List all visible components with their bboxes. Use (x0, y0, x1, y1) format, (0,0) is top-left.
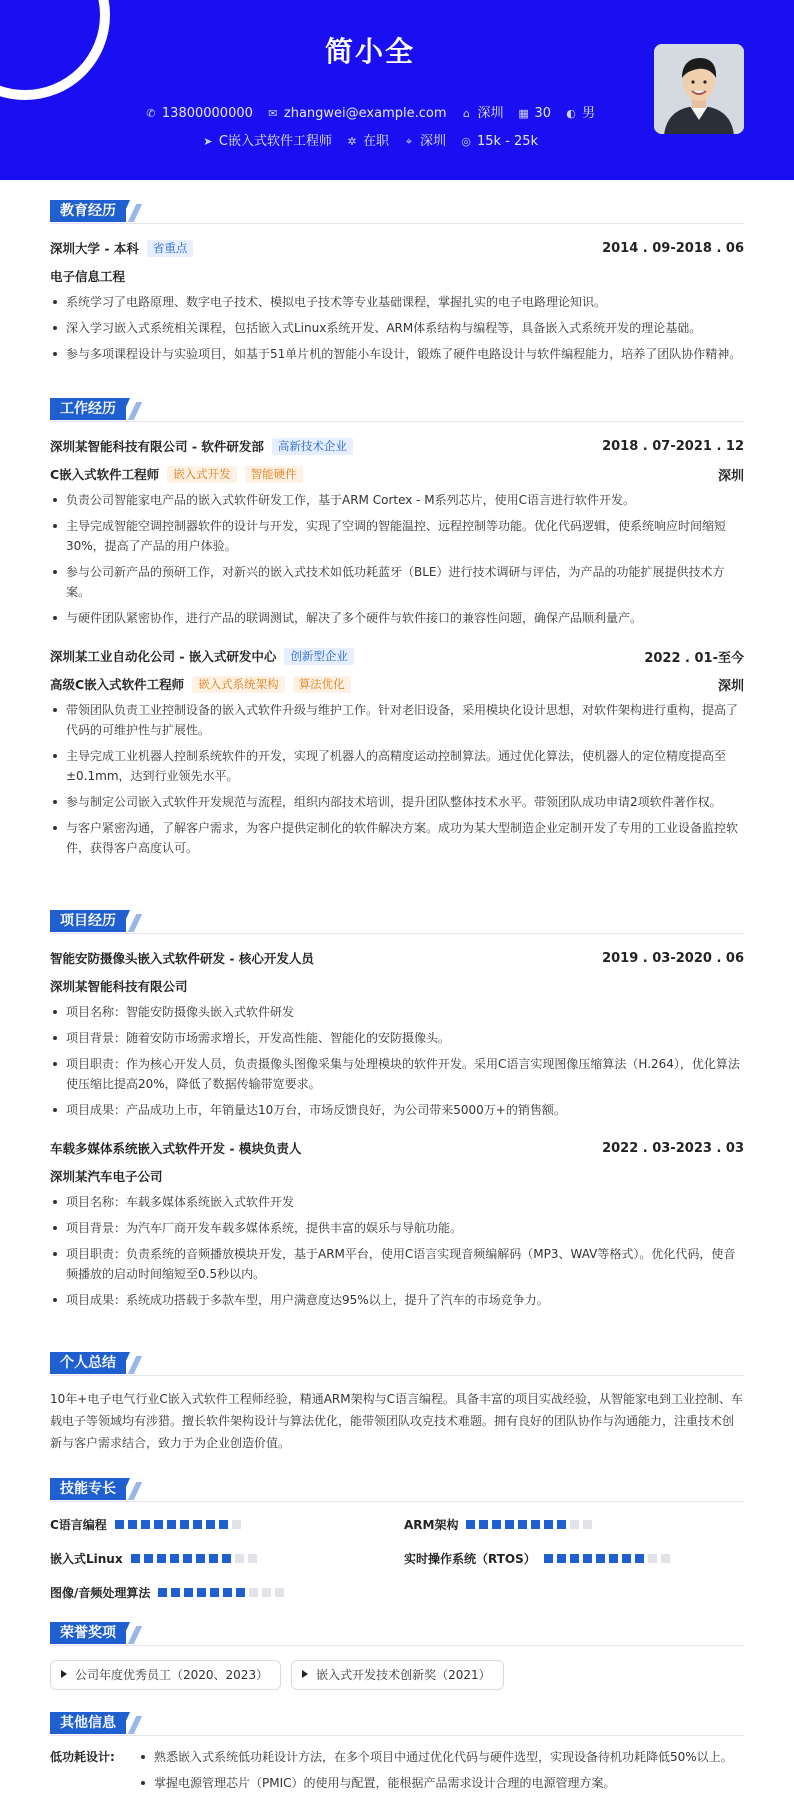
job-bullets (50, 700, 744, 858)
bullet-item: 负责公司智能家电产品的嵌入式软件研发工作，基于ARM Cortex - M系列芯片，使用C语言进行软件开发。 (50, 490, 744, 510)
info-text: 13800000000 (161, 106, 253, 121)
info-item (403, 130, 446, 149)
play-triangle-icon (302, 1670, 308, 1678)
skill-level-block (158, 1588, 167, 1597)
bullet-item: 参与公司新产品的预研工作，对新兴的嵌入式技术如低功耗蓝牙（BLE）进行技术调研与评估，为产品的功能扩展提供技术方案。 (50, 562, 744, 602)
info-item (461, 102, 504, 121)
school-name: 深圳大学 - 本科 (50, 241, 139, 256)
project-bullets (50, 1002, 744, 1120)
company-name: 深圳某工业自动化公司 - 嵌入式研发中心 (50, 649, 277, 664)
skill-level-block (167, 1520, 176, 1529)
education-entry (50, 238, 744, 364)
bullet-item: 项目职责：负责系统的音频播放模块开发，基于ARM平台，使用C语言实现音频编解码（MP3、WAV等格式）。优化代码，使音频播放的启动时间缩短至0.5秒以内。 (50, 1244, 744, 1284)
skill-name: C语言编程 (50, 1517, 107, 1532)
skill-level-block (219, 1520, 228, 1529)
skill-name: 实时操作系统（RTOS） (404, 1551, 536, 1566)
skill-level-block (544, 1554, 553, 1563)
skill-level-block (570, 1520, 579, 1529)
skill-level-block (583, 1554, 592, 1563)
skill-level-meter (158, 1588, 288, 1597)
section-title: 荣誉奖项 (50, 1622, 126, 1644)
contact-row (0, 102, 740, 121)
project-company: 深圳某汽车电子公司 (50, 1169, 163, 1184)
info-text: 30 (534, 106, 552, 121)
skill-level-block (183, 1554, 192, 1563)
education-bullets (50, 292, 744, 364)
section-title: 个人总结 (50, 1352, 126, 1374)
skill-name: 嵌入式Linux (50, 1551, 123, 1566)
section-header (50, 1712, 744, 1736)
work-section (50, 398, 744, 864)
gender-icon: ◐ (566, 107, 576, 120)
skill-item (50, 1548, 261, 1568)
job-entry (50, 436, 744, 628)
summary-section (50, 1352, 744, 1454)
salary-icon: ◎ (461, 135, 471, 148)
skill-level-block (206, 1520, 215, 1529)
role-tag: 智能硬件 (245, 466, 303, 483)
job-city: 深圳 (717, 468, 744, 484)
bullet-item: 项目职责：作为核心开发人员，负责摄像头图像采集与处理模块的软件开发。采用C语言实现图像压缩算法（H.264），优化算法使压缩比提高20%，降低了数据传输带宽要求。 (50, 1054, 744, 1094)
skill-level-block (518, 1520, 527, 1529)
project-name: 智能安防摄像头嵌入式软件研发 - 核心开发人员 (50, 951, 314, 966)
skill-level-block (222, 1554, 231, 1563)
skill-level-block (544, 1520, 553, 1529)
info-item (267, 106, 447, 121)
skill-item (50, 1514, 245, 1534)
bullet-item: 与客户紧密沟通，了解客户需求，为客户提供定制化的软件解决方案。成功为某大型制造企业定制开发了专用的工业设备监控软件，获得客户高度认可。 (50, 818, 744, 858)
skill-level-block (262, 1588, 271, 1597)
info-item (202, 130, 332, 149)
info-item (145, 106, 253, 121)
education-section (50, 200, 744, 370)
mail-icon: ✉ (268, 107, 278, 120)
bullet-item: 主导完成工业机器人控制系统软件的开发，实现了机器人的高精度运动控制算法。通过优化算法，使机器人的定位精度提高至±0.1mm，达到行业领先水平。 (50, 746, 744, 786)
education-date: 2014 . 09-2018 . 06 (602, 240, 744, 256)
section-title: 教育经历 (50, 200, 126, 222)
skills-grid (50, 1514, 744, 1624)
project-company: 深圳某智能科技有限公司 (50, 979, 188, 994)
avatar-portrait-icon (654, 44, 744, 134)
skill-level-block (131, 1554, 140, 1563)
project-date: 2022 . 03-2023 . 03 (602, 1140, 744, 1156)
skill-level-block (661, 1554, 670, 1563)
skill-level-block (154, 1520, 163, 1529)
projects-section (50, 910, 744, 1316)
skill-item (404, 1548, 674, 1568)
play-triangle-icon (61, 1670, 67, 1678)
skill-level-block (609, 1554, 618, 1563)
info-text: 15k - 25k (477, 134, 539, 149)
phone-icon: ✆ (146, 107, 156, 120)
school-tag: 省重点 (147, 240, 194, 257)
skill-level-block (236, 1588, 245, 1597)
bullet-item: 主导完成智能空调控制器软件的设计与开发，实现了空调的智能温控、远程控制等功能。优化代码逻辑，使系统响应时间缩短30%，提高了产品的用户体验。 (50, 516, 744, 556)
company-tag: 高新技术企业 (272, 438, 353, 455)
avatar (654, 44, 744, 134)
info-item (460, 134, 538, 149)
skill-level-block (128, 1520, 137, 1529)
awards-section (50, 1622, 744, 1690)
calendar-icon: ▦ (518, 107, 529, 120)
info-text: 男 (582, 106, 596, 121)
skill-item (50, 1582, 288, 1602)
skill-name: ARM架构 (404, 1517, 459, 1532)
bullet-item: 参与多项课程设计与实验项目，如基于51单片机的智能小车设计，锻炼了硬件电路设计与软件编程能力，培养了团队协作精神。 (50, 344, 744, 364)
info-text: C嵌入式软件工程师 (218, 134, 332, 149)
project-entry (50, 1138, 744, 1310)
job-date: 2018 . 07-2021 . 12 (602, 438, 744, 454)
major: 电子信息工程 (50, 269, 126, 284)
skill-level-block (570, 1554, 579, 1563)
skill-level-meter (544, 1554, 674, 1563)
skill-level-block (249, 1588, 258, 1597)
skill-level-block (248, 1554, 257, 1563)
summary-text: 10年+电子电气行业C嵌入式软件工程师经验，精通ARM架构与C语言编程。具备丰富的项目实战经验，从智能家电到工业控制、车载电子等领域均有涉猎。擅长软件架构设计与算法优化，能带领团队攻克技术难题。拥有良好的团队协作与沟通能力，注重技术创新与客户需求结合，致力于为企业创造价值。 (50, 1392, 743, 1450)
project-entry (50, 948, 744, 1120)
skill-level-block (635, 1554, 644, 1563)
role-tag: 嵌入式开发 (167, 466, 237, 483)
skill-level-block (531, 1520, 540, 1529)
skill-level-block (466, 1520, 475, 1529)
project-bullets (50, 1192, 744, 1310)
section-title: 项目经历 (50, 910, 126, 932)
skill-level-block (596, 1554, 605, 1563)
info-text: 深圳 (419, 134, 446, 149)
bullet-item: 项目背景：随着安防市场需求增长，开发高性能、智能化的安防摄像头。 (50, 1028, 744, 1048)
skill-level-block (193, 1520, 202, 1529)
info-item (518, 106, 552, 121)
skill-item (404, 1514, 596, 1534)
award-chip (50, 1660, 281, 1690)
section-header (50, 398, 744, 422)
skill-level-block (622, 1554, 631, 1563)
job-role: 高级C嵌入式软件工程师 (50, 677, 185, 692)
bullet-item: 项目背景：为汽车厂商开发车载多媒体系统，提供丰富的娱乐与导航功能。 (50, 1218, 744, 1238)
job-intent-row (0, 130, 740, 149)
skill-level-block (197, 1588, 206, 1597)
award-text: 公司年度优秀员工（2020、2023） (75, 1668, 269, 1682)
skill-level-block (144, 1554, 153, 1563)
awards-list (50, 1660, 744, 1690)
company-tag: 创新型企业 (284, 648, 354, 665)
status-icon: ✲ (347, 135, 357, 148)
bullet-item: 深入学习嵌入式系统相关课程，包括嵌入式Linux系统开发、ARM体系结构与编程等，具备嵌入式系统开发的理论基础。 (50, 318, 744, 338)
skill-level-block (557, 1520, 566, 1529)
project-name: 车载多媒体系统嵌入式软件开发 - 模块负责人 (50, 1141, 302, 1156)
skill-level-block (141, 1520, 150, 1529)
other-item: 熟悉嵌入式系统低功耗设计方法，在多个项目中通过优化代码与硬件选型，实现设备待机功耗降低50%以上。 (138, 1746, 744, 1768)
role-tag: 算法优化 (293, 676, 351, 693)
bullet-item: 参与制定公司嵌入式软件开发规范与流程，组织内部技术培训，提升团队整体技术水平。带领团队成功申请2项软件著作权。 (50, 792, 744, 812)
skill-level-block (157, 1554, 166, 1563)
skill-level-block (492, 1520, 501, 1529)
skill-level-block (196, 1554, 205, 1563)
skill-level-block (223, 1588, 232, 1597)
job-date: 2022 . 01-至今 (644, 650, 744, 666)
info-text: 深圳 (477, 106, 504, 121)
info-item (565, 102, 595, 121)
info-text: 在职 (362, 134, 389, 149)
section-header (50, 1352, 744, 1376)
bullet-item: 项目成果：产品成功上市，年销量达10万台，市场反馈良好，为公司带来5000万+的销售额。 (50, 1100, 744, 1120)
bullet-item: 系统学习了电路原理、数字电子技术、模拟电子技术等专业基础课程，掌握扎实的电子电路理论知识。 (50, 292, 744, 312)
bullet-item: 项目名称：车载多媒体系统嵌入式软件开发 (50, 1192, 744, 1212)
job-entry (50, 646, 744, 858)
skill-level-block (115, 1520, 124, 1529)
skill-level-block (557, 1554, 566, 1563)
section-header (50, 1478, 744, 1502)
award-chip (291, 1660, 504, 1690)
skill-level-block (648, 1554, 657, 1563)
section-header (50, 200, 744, 224)
company-name: 深圳某智能科技有限公司 - 软件研发部 (50, 439, 264, 454)
skill-level-block (184, 1588, 193, 1597)
section-title: 技能专长 (50, 1478, 126, 1500)
section-title: 其他信息 (50, 1712, 126, 1734)
skill-level-meter (466, 1520, 596, 1529)
skill-level-block (505, 1520, 514, 1529)
other-label: 低功耗设计: (50, 1750, 115, 1764)
other-section (50, 1712, 744, 1798)
job-city: 深圳 (717, 678, 744, 694)
skill-level-block (275, 1588, 284, 1597)
award-text: 嵌入式开发技术创新奖（2021） (316, 1668, 491, 1682)
info-item (346, 130, 389, 149)
skill-level-meter (115, 1520, 245, 1529)
bullet-item: 项目成果：系统成功搭载于多款车型，用户满意度达95%以上，提升了汽车的市场竞争力。 (50, 1290, 744, 1310)
skills-section (50, 1478, 744, 1624)
resume-header (0, 0, 794, 180)
skill-level-block (180, 1520, 189, 1529)
skill-name: 图像/音频处理算法 (50, 1585, 151, 1600)
bullet-item: 与硬件团队紧密协作，进行产品的联调测试，解决了多个硬件与软件接口的兼容性问题，确保产品顺利量产。 (50, 608, 744, 628)
project-date: 2019 . 03-2020 . 06 (602, 950, 744, 966)
other-info (50, 1746, 744, 1794)
section-header (50, 910, 744, 934)
info-text: zhangwei@example.com (283, 106, 447, 121)
skill-level-block (232, 1520, 241, 1529)
skill-level-meter (131, 1554, 261, 1563)
candidate-name: 简小全 (324, 35, 415, 68)
skill-level-block (479, 1520, 488, 1529)
send-icon: ➤ (203, 135, 213, 148)
bullet-item: 项目名称：智能安防摄像头嵌入式软件研发 (50, 1002, 744, 1022)
bullet-item: 带领团队负责工业控制设备的嵌入式软件升级与维护工作。针对老旧设备，采用模块化设计思想，对软件架构进行重构，提高了代码的可维护性与扩展性。 (50, 700, 744, 740)
location-icon: ⌖ (405, 135, 413, 148)
skill-level-block (210, 1588, 219, 1597)
job-role: C嵌入式软件工程师 (50, 467, 160, 482)
skill-level-block (171, 1588, 180, 1597)
skill-level-block (170, 1554, 179, 1563)
section-title: 工作经历 (50, 398, 126, 420)
skill-level-block (209, 1554, 218, 1563)
skill-level-block (235, 1554, 244, 1563)
job-bullets (50, 490, 744, 628)
section-header (50, 1622, 744, 1646)
other-item: 掌握电源管理芯片（PMIC）的使用与配置，能根据产品需求设计合理的电源管理方案。 (138, 1772, 744, 1794)
skill-level-block (583, 1520, 592, 1529)
role-tag: 嵌入式系统架构 (192, 676, 285, 693)
home-icon: ⌂ (463, 107, 470, 120)
